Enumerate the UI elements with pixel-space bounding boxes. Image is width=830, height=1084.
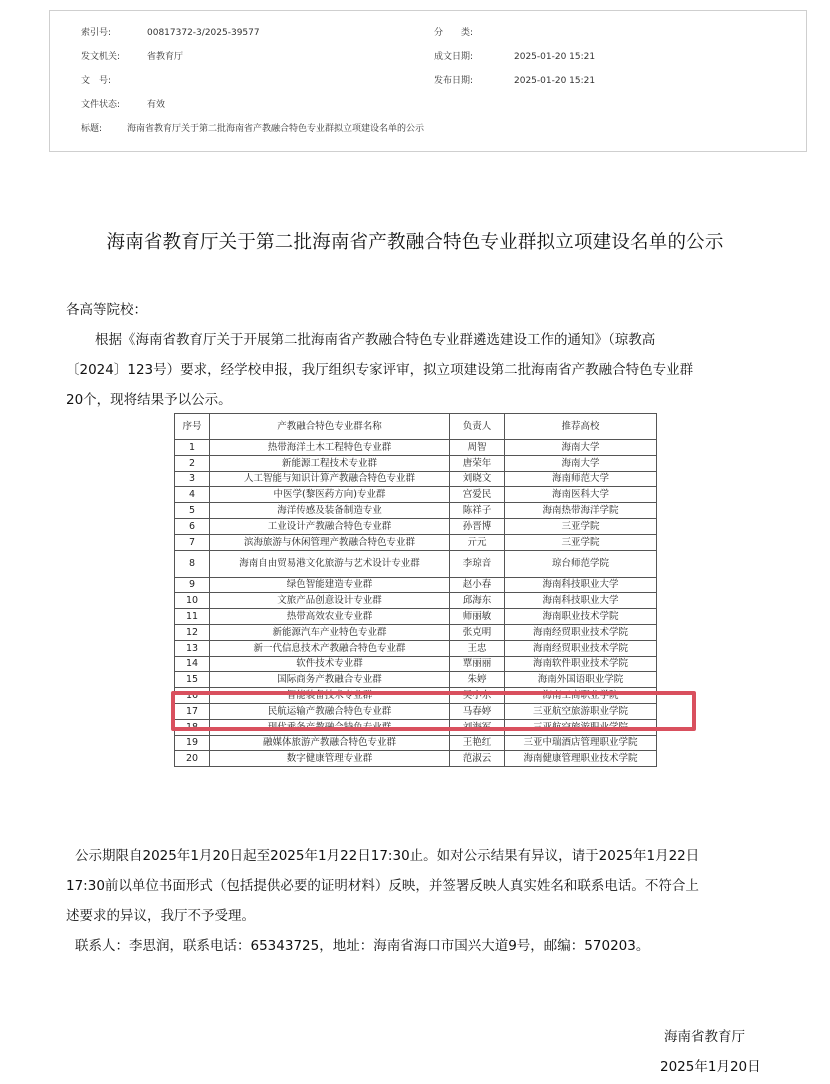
cell-seq: 6	[175, 518, 210, 534]
cell-seq: 11	[175, 609, 210, 625]
paragraph-1-line-2: 〔2024〕123号）要求，经学校申报，我厅组织专家评审，拟立项建设第二批海南省产教融合特色专业群	[66, 362, 694, 378]
meta-title-value: 海南省教育厅关于第二批海南省产教融合特色专业群拟立项建设名单的公示	[127, 124, 425, 134]
cell-school: 海南软件职业技术学院	[505, 656, 657, 672]
cell-group-name: 热带高效农业专业群	[210, 609, 450, 625]
cell-school: 海南医科大学	[505, 487, 657, 503]
cell-school: 三亚学院	[505, 534, 657, 550]
meta-created-label: 成文日期:	[434, 52, 474, 62]
cell-group-name: 融媒体旅游产教融合特色专业群	[210, 735, 450, 751]
meta-created-value: 2025-01-20 15:21	[514, 52, 596, 62]
cell-group-name: 文旅产品创意设计专业群	[210, 593, 450, 609]
cell-seq: 17	[175, 703, 210, 719]
cell-seq: 14	[175, 656, 210, 672]
cell-seq: 8	[175, 550, 210, 577]
cell-school: 海南热带海洋学院	[505, 503, 657, 519]
cell-seq: 1	[175, 440, 210, 456]
meta-issuer-label: 发文机关:	[81, 52, 121, 62]
table-row	[175, 455, 657, 471]
header-school: 推荐高校	[505, 414, 657, 440]
cell-leader: 宫爱民	[450, 487, 505, 503]
cell-leader: 王艳红	[450, 735, 505, 751]
cell-seq: 2	[175, 455, 210, 471]
meta-status-label: 文件状态:	[81, 100, 121, 110]
cell-leader: 赵小春	[450, 577, 505, 593]
cell-group-name: 新一代信息技术产教融合特色专业群	[210, 640, 450, 656]
cell-school: 海南外国语职业学院	[505, 672, 657, 688]
cell-group-name: 人工智能与知识计算产教融合特色专业群	[210, 471, 450, 487]
meta-docno-label: 文 号:	[81, 76, 112, 86]
header-leader: 负责人	[450, 414, 505, 440]
cell-school: 琼台师范学院	[505, 550, 657, 577]
cell-group-name: 软件技术专业群	[210, 656, 450, 672]
cell-seq: 10	[175, 593, 210, 609]
cell-leader: 师丽敏	[450, 609, 505, 625]
cell-school: 三亚中瑞酒店管理职业学院	[505, 735, 657, 751]
cell-group-name: 民航运输产教融合特色专业群	[210, 703, 450, 719]
paragraph-1-line-1: 根据《海南省教育厅关于开展第二批海南省产教融合特色专业群遴选建设工作的通知》（琼教高	[95, 332, 656, 348]
table-row	[175, 735, 657, 751]
cell-seq: 15	[175, 672, 210, 688]
cell-school: 三亚航空旅游职业学院	[505, 719, 657, 735]
cell-group-name: 国际商务产教融合专业群	[210, 672, 450, 688]
meta-status-value: 有效	[147, 100, 166, 110]
header-seq: 序号	[175, 414, 210, 440]
cell-seq: 4	[175, 487, 210, 503]
cell-school: 海南经贸职业技术学院	[505, 624, 657, 640]
meta-published-value: 2025-01-20 15:21	[514, 76, 596, 86]
cell-seq: 18	[175, 719, 210, 735]
salutation: 各高等院校：	[66, 302, 147, 318]
paragraph-2-line-1: 公示期限自2025年1月20日起至2025年1月22日17:30止。如对公示结果有异议，请于2025年1月22日	[75, 848, 700, 864]
cell-group-name: 滨海旅游与休闲管理产教融合特色专业群	[210, 534, 450, 550]
cell-leader: 李琼音	[450, 550, 505, 577]
cell-school: 海南职业技术学院	[505, 609, 657, 625]
cell-group-name: 海洋传感及装备制造专业	[210, 503, 450, 519]
cell-seq: 5	[175, 503, 210, 519]
cell-group-name: 绿色智能建造专业群	[210, 577, 450, 593]
meta-issuer-value: 省教育厅	[147, 52, 184, 62]
cell-seq: 3	[175, 471, 210, 487]
cell-leader: 亓元	[450, 534, 505, 550]
cell-group-name: 数字健康管理专业群	[210, 751, 450, 767]
cell-leader: 唐荣年	[450, 455, 505, 471]
cell-seq: 9	[175, 577, 210, 593]
signature-date: 2025年1月20日	[660, 1059, 761, 1075]
cell-group-name: 中医学(黎医药方向)专业群	[210, 487, 450, 503]
table-row	[175, 471, 657, 487]
cell-leader: 刘晓文	[450, 471, 505, 487]
cell-group-name: 智能装备技术专业群	[210, 688, 450, 704]
cell-leader: 邱海东	[450, 593, 505, 609]
table-row	[175, 534, 657, 550]
cell-leader: 朱婷	[450, 672, 505, 688]
meta-index-label: 索引号:	[81, 28, 112, 38]
cell-school: 海南大学	[505, 455, 657, 471]
cell-group-name: 海南自由贸易港文化旅游与艺术设计专业群	[210, 550, 450, 577]
table-row	[175, 640, 657, 656]
paragraph-2-line-3: 述要求的异议，我厅不予受理。	[66, 908, 255, 924]
table-row	[175, 503, 657, 519]
cell-school: 海南师范大学	[505, 471, 657, 487]
contact-line: 联系人：李思润，联系电话：65343725，地址：海南省海口市国兴大道9号，邮编：570203。	[75, 938, 650, 954]
table-row	[175, 577, 657, 593]
cell-leader: 孙晋博	[450, 518, 505, 534]
cell-seq: 19	[175, 735, 210, 751]
table-row	[175, 593, 657, 609]
cell-school: 海南科技职业大学	[505, 577, 657, 593]
cell-group-name: 热带海洋土木工程特色专业群	[210, 440, 450, 456]
cell-leader: 陈祥子	[450, 503, 505, 519]
cell-school: 三亚航空旅游职业学院	[505, 703, 657, 719]
cell-leader: 周智	[450, 440, 505, 456]
meta-published-label: 发布日期:	[434, 76, 474, 86]
cell-group-name: 新能源汽车产业特色专业群	[210, 624, 450, 640]
cell-leader: 覃丽丽	[450, 656, 505, 672]
cell-leader: 马春婷	[450, 703, 505, 719]
table-row	[175, 518, 657, 534]
table-row	[175, 550, 657, 577]
table-row	[175, 656, 657, 672]
table-header-row	[175, 414, 657, 440]
cell-school: 海南经贸职业技术学院	[505, 640, 657, 656]
signature-org: 海南省教育厅	[664, 1029, 745, 1045]
cell-seq: 13	[175, 640, 210, 656]
cell-leader: 张克明	[450, 624, 505, 640]
table-row	[175, 440, 657, 456]
cell-school: 三亚学院	[505, 518, 657, 534]
document-title: 海南省教育厅关于第二批海南省产教融合特色专业群拟立项建设名单的公示	[106, 232, 724, 253]
table-row	[175, 487, 657, 503]
cell-seq: 16	[175, 688, 210, 704]
cell-leader: 刘海军	[450, 719, 505, 735]
table-row	[175, 751, 657, 767]
header-group-name: 产教融合特色专业群名称	[210, 414, 450, 440]
cell-school: 海南工商职业学院	[505, 688, 657, 704]
cell-seq: 7	[175, 534, 210, 550]
cell-leader: 吴小东	[450, 688, 505, 704]
cell-seq: 20	[175, 751, 210, 767]
cell-seq: 12	[175, 624, 210, 640]
document-metadata-box	[49, 10, 807, 152]
cell-group-name: 工业设计产教融合特色专业群	[210, 518, 450, 534]
cell-school: 海南大学	[505, 440, 657, 456]
cell-leader: 范淑云	[450, 751, 505, 767]
paragraph-2-line-2: 17:30前以单位书面形式（包括提供必要的证明材料）反映，并签署反映人真实姓名和联系电话。不符合上	[66, 878, 699, 894]
cell-group-name: 新能源工程技术专业群	[210, 455, 450, 471]
cell-group-name: 现代乘务产教融合特色专业群	[210, 719, 450, 735]
meta-category-label: 分 类:	[434, 28, 474, 38]
meta-index-value: 00817372-3/2025-39577	[147, 28, 260, 38]
cell-school: 海南科技职业大学	[505, 593, 657, 609]
table-row	[175, 672, 657, 688]
cell-school: 海南健康管理职业技术学院	[505, 751, 657, 767]
paragraph-1-line-3: 20个，现将结果予以公示。	[66, 392, 232, 408]
meta-title-label: 标题:	[81, 124, 103, 134]
table-row	[175, 624, 657, 640]
table-row	[175, 609, 657, 625]
cell-leader: 王忠	[450, 640, 505, 656]
row-15-highlight-box	[171, 691, 696, 731]
